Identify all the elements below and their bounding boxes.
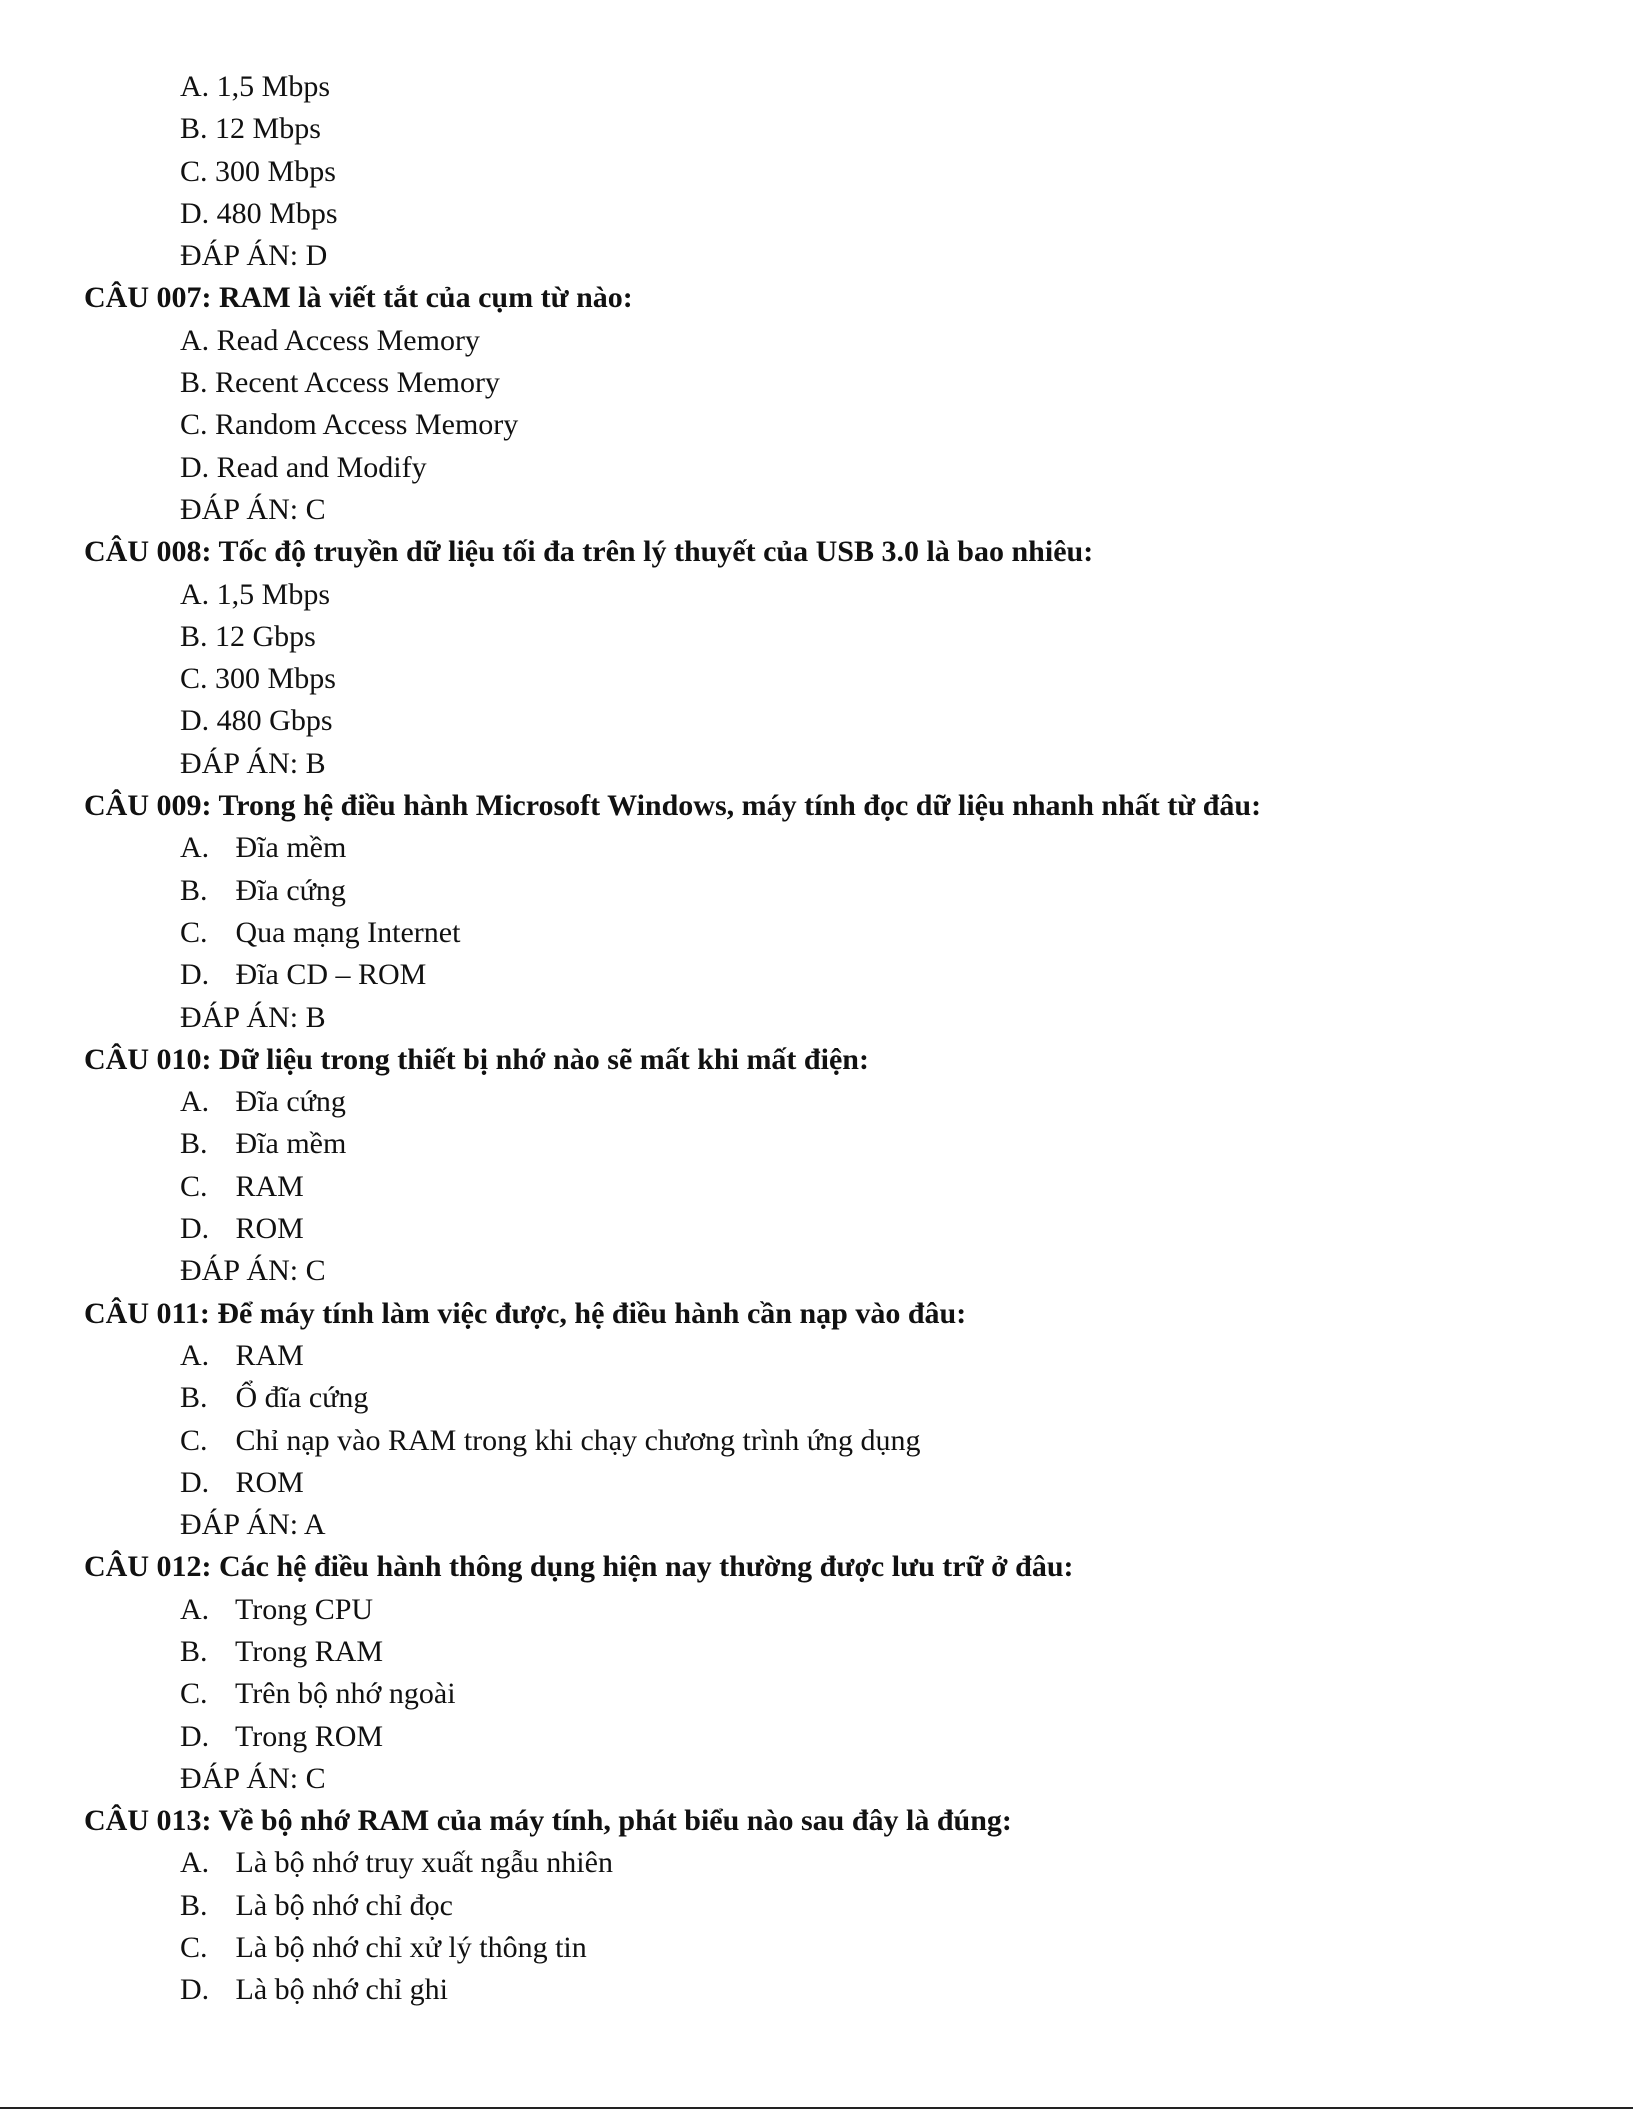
option-b: [0, 616, 1633, 658]
option-text: 1,5 Mbps: [216, 577, 331, 611]
answer-line: ĐÁP ÁN: C: [180, 1254, 326, 1288]
question-block: [0, 785, 1633, 1039]
option-b: [0, 1377, 1633, 1419]
lead-block: [0, 66, 1633, 277]
option-text: Là bộ nhớ chỉ xử lý thông tin: [235, 1931, 587, 1965]
option-d: [0, 1969, 1633, 2011]
question-title: CÂU 012: Các hệ điều hành thông dụng hiện nay thường được lưu trữ ở đâu:: [84, 1550, 1074, 1584]
page-bottom-border: [0, 2107, 1633, 2109]
option-letter: B.: [180, 112, 208, 146]
option-letter: B.: [180, 366, 208, 400]
question-list: [0, 277, 1633, 2011]
option-a: [0, 827, 1633, 869]
option-letter: D.: [180, 958, 210, 992]
answer-line: ĐÁP ÁN: A: [180, 1508, 326, 1542]
option-b: [0, 1631, 1633, 1673]
option-letter: D.: [180, 704, 210, 738]
option-letter: A.: [180, 1846, 210, 1880]
option-text: RAM: [235, 1169, 304, 1203]
question-block: [0, 1546, 1633, 1800]
option-text: 12 Mbps: [215, 112, 321, 146]
option-letter: D.: [180, 1465, 210, 1499]
option-letter: B.: [180, 873, 208, 907]
option-letter: B.: [180, 619, 208, 653]
option-letter: C.: [180, 1677, 208, 1711]
option-text: 480 Gbps: [216, 704, 333, 738]
option-text: Là bộ nhớ chỉ đọc: [235, 1888, 453, 1922]
option-text: Read and Modify: [216, 450, 427, 484]
answer-line: ĐÁP ÁN: C: [180, 492, 326, 526]
option-letter: C.: [180, 408, 208, 442]
option-letter: B.: [180, 1127, 208, 1161]
option-c: [0, 1927, 1633, 1969]
option-letter: C.: [180, 1423, 208, 1457]
option-d: [0, 1716, 1633, 1758]
option-text: ROM: [235, 1212, 304, 1246]
question-title: CÂU 007: RAM là viết tắt của cụm từ nào:: [84, 281, 633, 315]
option-letter: C.: [180, 1931, 208, 1965]
option-text: 1,5 Mbps: [216, 70, 331, 103]
option-letter: C.: [180, 662, 208, 696]
option-b: [0, 108, 1633, 150]
option-text: 300 Mbps: [215, 662, 336, 696]
option-text: Random Access Memory: [215, 408, 519, 442]
question-block: [0, 277, 1633, 531]
option-d: [0, 1208, 1633, 1250]
option-letter: C.: [180, 1169, 208, 1203]
option-letter: A.: [180, 831, 210, 865]
option-text: Đĩa mềm: [235, 1127, 347, 1161]
option-a: [0, 66, 1633, 108]
option-d: [0, 954, 1633, 996]
option-c: [0, 151, 1633, 193]
option-c: [0, 404, 1633, 446]
option-c: [0, 912, 1633, 954]
option-text: ROM: [235, 1465, 304, 1499]
option-text: 12 Gbps: [215, 619, 316, 653]
option-b: [0, 362, 1633, 404]
question-block: [0, 1800, 1633, 2011]
option-letter: D.: [180, 1973, 210, 2007]
option-a: [0, 1842, 1633, 1884]
option-text: Đĩa cứng: [235, 1085, 346, 1119]
question-title: CÂU 008: Tốc độ truyền dữ liệu tối đa trên lý thuyết của USB 3.0 là bao nhiêu:: [84, 535, 1094, 569]
option-text: Chỉ nạp vào RAM trong khi chạy chương trình ứng dụng: [235, 1423, 921, 1457]
option-letter: A.: [180, 1592, 210, 1626]
option-d: [0, 447, 1633, 489]
answer-line: ĐÁP ÁN: B: [180, 1000, 326, 1034]
option-text: Là bộ nhớ chỉ ghi: [235, 1973, 448, 2007]
question-block: [0, 1293, 1633, 1547]
option-letter: D.: [180, 450, 210, 484]
option-letter: B.: [180, 1634, 208, 1668]
option-b: [0, 1123, 1633, 1165]
option-text: Trong ROM: [234, 1719, 384, 1753]
option-letter: A.: [180, 1338, 210, 1372]
option-c: [0, 1166, 1633, 1208]
question-title: CÂU 010: Dữ liệu trong thiết bị nhớ nào sẽ mất khi mất điện:: [84, 1042, 869, 1076]
option-letter: D.: [180, 1212, 210, 1246]
option-c: [0, 658, 1633, 700]
option-a: [0, 320, 1633, 362]
option-d: [0, 1462, 1633, 1504]
option-letter: A.: [180, 70, 210, 103]
option-letter: A.: [180, 323, 210, 357]
option-letter: A.: [180, 1085, 210, 1119]
option-text: Recent Access Memory: [215, 366, 500, 400]
option-text: Đĩa CD – ROM: [235, 958, 427, 992]
option-text: Đĩa cứng: [235, 873, 346, 907]
option-a: [0, 1081, 1633, 1123]
answer-line: ĐÁP ÁN: D: [180, 239, 328, 273]
option-letter: D.: [180, 196, 210, 230]
question-title: CÂU 011: Để máy tính làm việc được, hệ điều hành cần nạp vào đâu:: [84, 1296, 967, 1330]
option-text: Ổ đĩa cứng: [235, 1381, 369, 1415]
option-b: [0, 1885, 1633, 1927]
option-letter: B.: [180, 1381, 208, 1415]
option-letter: D.: [180, 1719, 210, 1753]
question-title: CÂU 013: Về bộ nhớ RAM của máy tính, phát biểu nào sau đây là đúng:: [84, 1804, 1012, 1838]
option-c: [0, 1673, 1633, 1715]
option-c: [0, 1420, 1633, 1462]
option-text: Qua mạng Internet: [235, 915, 461, 949]
document-page: [0, 66, 1633, 2012]
option-text: Trong RAM: [234, 1634, 384, 1668]
option-text: 480 Mbps: [216, 196, 338, 230]
option-letter: A.: [180, 577, 210, 611]
option-text: Read Access Memory: [216, 323, 480, 357]
option-letter: C.: [180, 154, 208, 188]
option-letter: B.: [180, 1888, 208, 1922]
question-block: [0, 531, 1633, 785]
option-text: Trên bộ nhớ ngoài: [234, 1677, 456, 1711]
option-d: [0, 193, 1633, 235]
answer-line: ĐÁP ÁN: C: [180, 1761, 326, 1795]
option-text: Là bộ nhớ truy xuất ngẫu nhiên: [235, 1846, 613, 1880]
option-text: 300 Mbps: [215, 154, 336, 188]
option-text: RAM: [235, 1338, 304, 1372]
option-a: [0, 1335, 1633, 1377]
option-b: [0, 870, 1633, 912]
option-letter: C.: [180, 915, 208, 949]
option-a: [0, 574, 1633, 616]
answer-line: ĐÁP ÁN: B: [180, 746, 326, 780]
question-title: CÂU 009: Trong hệ điều hành Microsoft Windows, máy tính đọc dữ liệu nhanh nhất từ đâu:: [84, 789, 1262, 823]
option-a: [0, 1589, 1633, 1631]
question-block: [0, 1039, 1633, 1293]
option-d: [0, 700, 1633, 742]
option-text: Đĩa mềm: [235, 831, 347, 865]
option-text: Trong CPU: [234, 1592, 374, 1626]
